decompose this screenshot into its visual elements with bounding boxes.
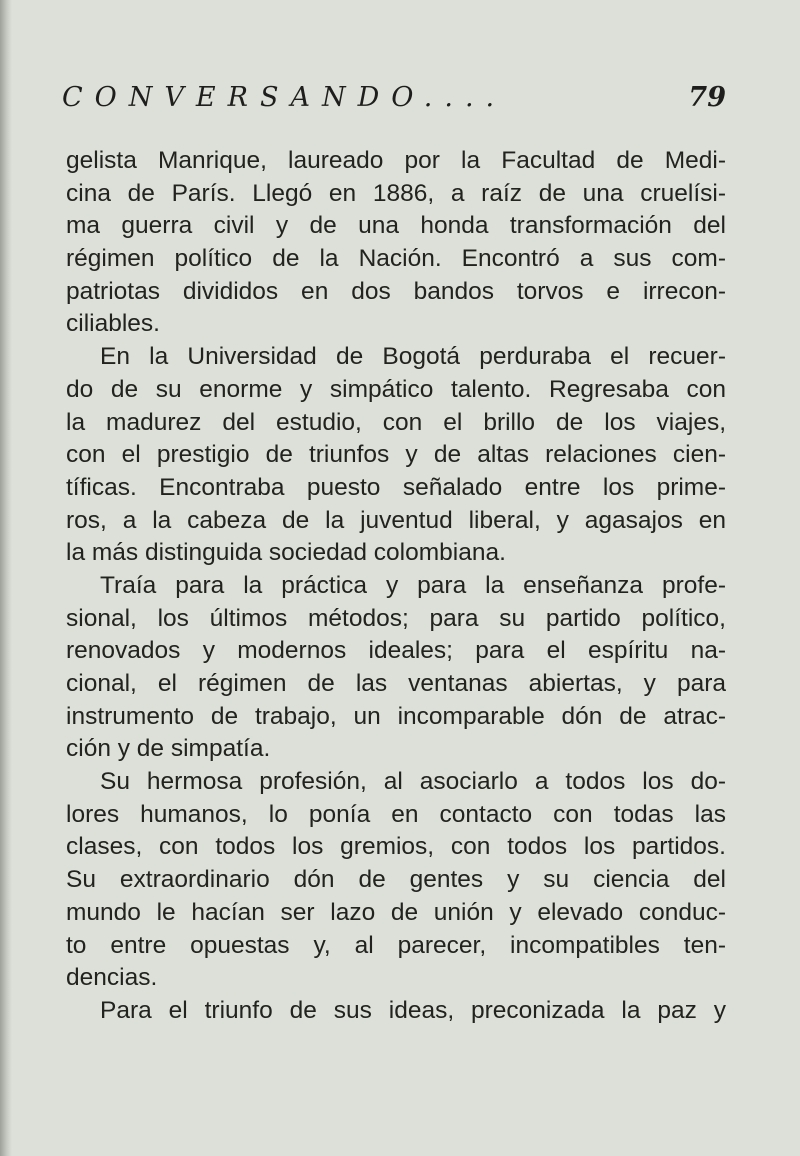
text-line: Su hermosa profesión, al asociarlo a todos los do- <box>100 768 726 796</box>
page-binding-shadow <box>0 0 12 1156</box>
text-line: ma guerra civil y de una honda transformación del <box>66 212 726 240</box>
text-line: gelista Manrique, laureado por la Facultad de Medi- <box>66 147 726 174</box>
text-line: mundo le hacían ser lazo de unión y elevado conduc- <box>66 898 726 926</box>
text-line: En la Universidad de Bogotá perduraba el recuer- <box>100 343 726 371</box>
text-line: tíficas. Encontraba puesto señalado entre los prime- <box>66 473 726 501</box>
text-line: instrumento de trabajo, un incomparable dón de atrac- <box>66 702 726 730</box>
text-line: cional, el régimen de las ventanas abiertas, y para <box>66 670 726 697</box>
text-line: la más distinguida sociedad colombiana. <box>66 539 506 567</box>
text-line: Para el triunfo de sus ideas, preconizada la paz y <box>100 996 726 1024</box>
text-line: do de su enorme y simpático talento. Regresaba con <box>66 375 726 403</box>
text-line: clases, con todos los gremios, con todos los partidos. <box>66 833 726 861</box>
text-line: la madurez del estudio, con el brillo de los viajes, <box>66 408 726 436</box>
text-line: con el prestigio de triunfos y de altas relaciones cien- <box>66 441 726 469</box>
text-line: Traía para la práctica y para la enseñanza profe- <box>100 571 726 599</box>
text-line: ciliables. <box>66 310 160 338</box>
text-line: lores humanos, lo ponía en contacto con todas las <box>66 800 726 828</box>
text-line: ción y de simpatía. <box>66 735 271 763</box>
running-header <box>62 82 726 122</box>
text-line: régimen político de la Nación. Encontró a sus com- <box>66 245 726 273</box>
body-text <box>66 145 726 1028</box>
text-line: sional, los últimos métodos; para su partido político, <box>66 604 726 632</box>
text-line: Su extraordinario dón de gentes y su ciencia del <box>66 866 726 894</box>
text-line: patriotas divididos en dos bandos torvos e irrecon- <box>66 277 726 305</box>
page-number: 79 <box>688 82 726 113</box>
text-line: to entre opuestas y, al parecer, incompatibles ten- <box>66 931 726 959</box>
running-title: CONVERSANDO.... <box>62 82 507 113</box>
text-line: cina de París. Llegó en 1886, a raíz de una cruelísi- <box>66 179 726 207</box>
text-line: renovados y modernos ideales; para el espíritu na- <box>66 637 726 665</box>
text-line: ros, a la cabeza de la juventud liberal, y agasajos en <box>66 506 726 534</box>
text-line: dencias. <box>66 964 158 992</box>
